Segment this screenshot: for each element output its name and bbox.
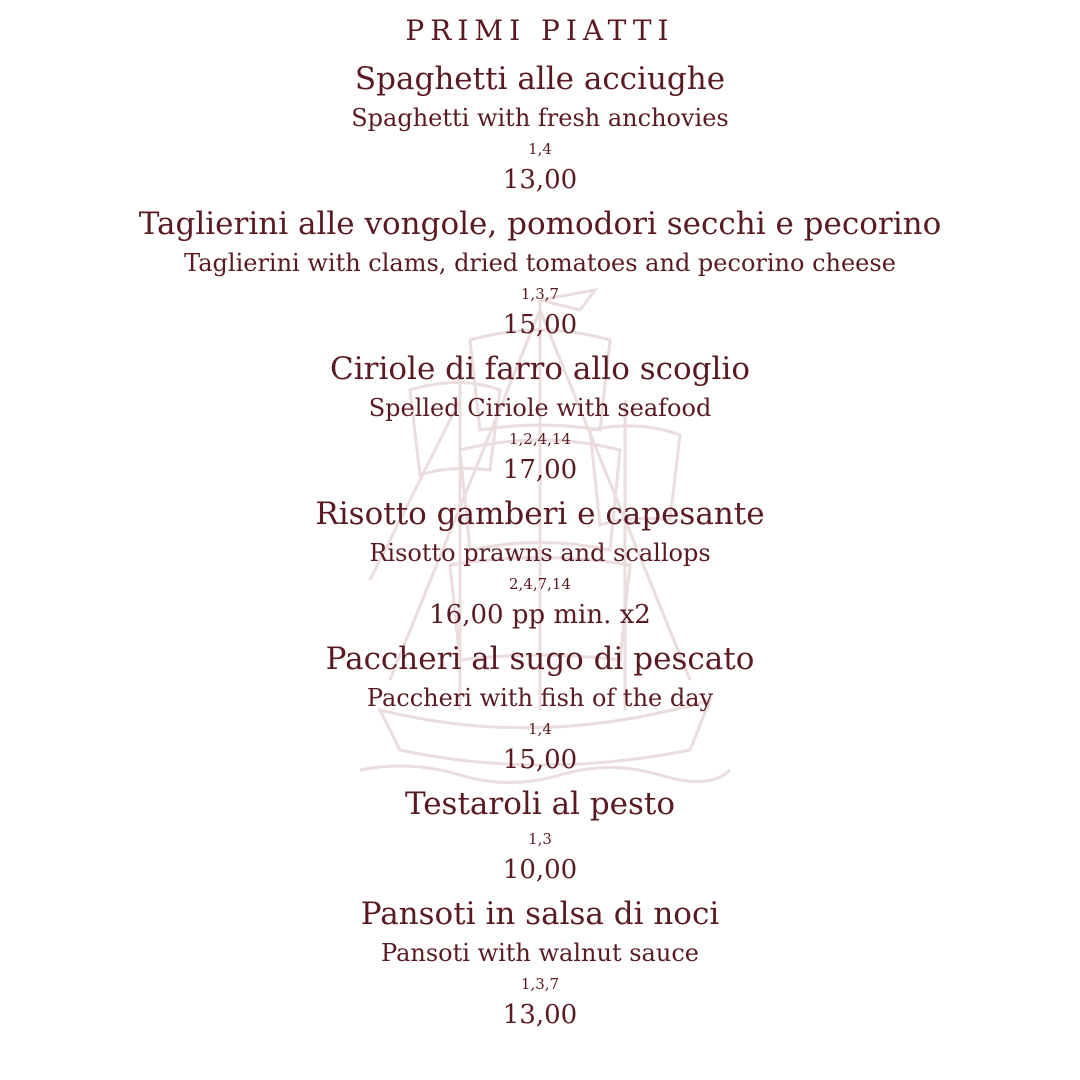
dish-name: Testaroli al pesto xyxy=(404,786,676,822)
dish-price: 10,00 xyxy=(502,855,578,885)
dish-description: Taglierini with clams, dried tomatoes and pecorino cheese xyxy=(184,249,896,277)
section-title: PRIMI PIATTI xyxy=(405,14,675,47)
dish-description: Paccheri with fish of the day xyxy=(366,684,714,712)
dish-name: Spaghetti alle acciughe xyxy=(354,61,726,97)
dish-price: 13,00 xyxy=(502,165,578,195)
dish-name: Ciriole di farro allo scoglio xyxy=(330,351,750,387)
dish-allergens: 1,3 xyxy=(528,830,552,848)
dish-description: Spaghetti with fresh anchovies xyxy=(351,104,729,132)
dish-allergens: 1,2,4,14 xyxy=(508,430,572,448)
dish-name: Risotto gamberi e capesante xyxy=(315,496,765,532)
dish-name: Pansoti in salsa di noci xyxy=(360,896,720,932)
dish-allergens: 1,4 xyxy=(528,720,552,738)
dish-name: Paccheri al sugo di pescato xyxy=(325,641,755,677)
dish-price: 15,00 xyxy=(502,745,578,775)
dish-price: 13,00 xyxy=(502,1000,578,1030)
dish-name: Taglierini alle vongole, pomodori secchi e pecorino xyxy=(138,206,942,242)
dish-allergens: 1,3,7 xyxy=(520,285,560,303)
dish-allergens: 1,4 xyxy=(528,140,552,158)
dish-price: 16,00 pp min. x2 xyxy=(429,600,651,630)
dish-description: Risotto prawns and scallops xyxy=(369,539,711,567)
dish-description: Pansoti with walnut sauce xyxy=(381,939,699,967)
dish-description: Spelled Ciriole with seafood xyxy=(368,394,712,422)
dish-price: 15,00 xyxy=(502,310,578,340)
dish-allergens: 1,3,7 xyxy=(520,975,560,993)
dish-price: 17,00 xyxy=(502,455,578,485)
dish-allergens: 2,4,7,14 xyxy=(508,575,572,593)
